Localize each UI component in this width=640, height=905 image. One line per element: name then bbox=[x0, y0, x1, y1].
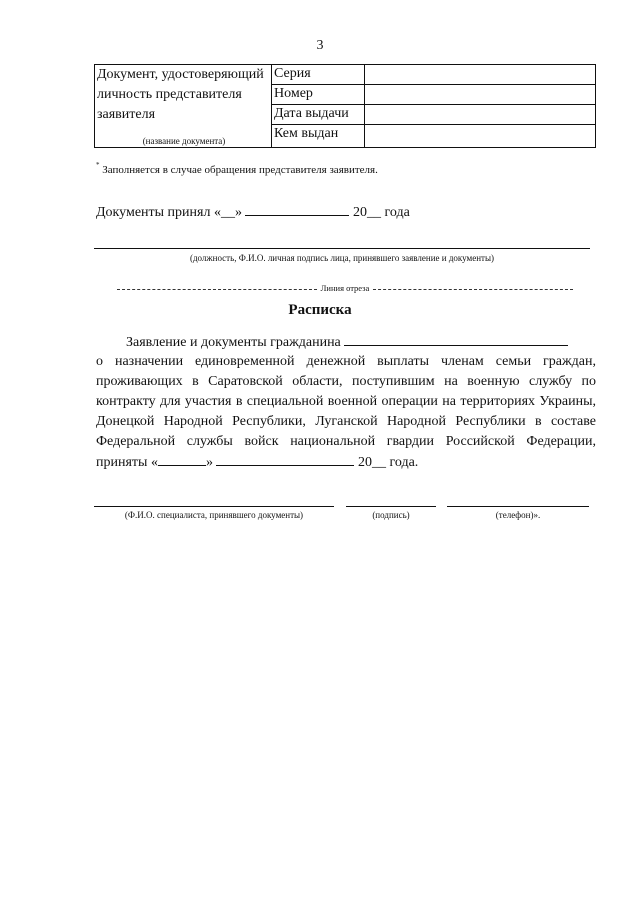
receipt-month-blank[interactable] bbox=[216, 452, 354, 466]
signature-line[interactable] bbox=[94, 248, 590, 249]
specialist-phone-line[interactable] bbox=[447, 506, 589, 507]
issued-by-label: Кем выдан bbox=[272, 125, 365, 148]
cut-dash-right bbox=[373, 289, 573, 290]
accepted-prefix: Документы принял « bbox=[96, 205, 221, 220]
cut-line bbox=[110, 283, 580, 293]
number-label: Номер bbox=[272, 85, 365, 105]
receipt-day-blank[interactable] bbox=[158, 452, 206, 466]
series-field[interactable] bbox=[365, 65, 596, 85]
receipt-body bbox=[96, 352, 596, 473]
receipt-first-line bbox=[126, 331, 568, 351]
citizen-name-blank[interactable] bbox=[344, 331, 568, 346]
receipt-mid: » bbox=[205, 455, 217, 470]
issue-date-label: Дата выдачи bbox=[272, 105, 365, 125]
documents-accepted-line bbox=[96, 201, 410, 221]
issued-by-field[interactable] bbox=[365, 125, 596, 148]
footnote-text: Заполняется в случае обращения представителя заявителя. bbox=[102, 164, 378, 176]
issue-date-field[interactable] bbox=[365, 105, 596, 125]
receipt-line1: Заявление и документы гражданина bbox=[126, 335, 341, 350]
receipt-body-text: о назначении единовременной денежной выплаты членам семьи граждан, проживающих в Саратовской области, поступившим на военную службу по контракту для участия в специальной военной операции на территориях Украины, Донецкой Народной Республики, Луганской Народной Республики в составе Федеральной службы войск национальной гвардии Российской Федерации, приняты « bbox=[96, 354, 596, 470]
receipt-year-prefix: 20 bbox=[354, 455, 372, 470]
receipt-title: Расписка bbox=[288, 302, 352, 318]
specialist-name-line[interactable] bbox=[94, 506, 334, 507]
document-label: Документ, удостоверяющий личность представителя заявителя bbox=[97, 67, 264, 122]
page-number: 3 bbox=[316, 38, 324, 53]
accepted-mid: » bbox=[234, 205, 246, 220]
cut-dash-left bbox=[117, 289, 317, 290]
series-label: Серия bbox=[272, 65, 365, 85]
footnote-marker: * bbox=[96, 161, 100, 169]
accepted-year-prefix: 20 bbox=[349, 205, 367, 220]
number-field[interactable] bbox=[365, 85, 596, 105]
document-label-cell bbox=[95, 65, 272, 148]
identity-document-table bbox=[94, 64, 596, 148]
accepted-year-suffix: __ года bbox=[366, 205, 410, 220]
specialist-signature-line[interactable] bbox=[346, 506, 436, 507]
footnote bbox=[96, 161, 378, 176]
document-caption: (название документа) bbox=[142, 136, 226, 146]
receipt-year-suffix: __ года. bbox=[371, 455, 419, 470]
accepted-month-blank[interactable] bbox=[245, 201, 349, 216]
accepted-day-blank: __ bbox=[220, 205, 235, 220]
signature-caption: (должность, Ф.И.О. личная подпись лица, принявшего заявление и документы) bbox=[189, 253, 495, 263]
cut-line-label: Линия отреза bbox=[320, 283, 370, 293]
signature-caption-bottom: (подпись) bbox=[372, 510, 410, 520]
phone-caption: (телефон)». bbox=[495, 510, 541, 520]
specialist-caption: (Ф.И.О. специалиста, принявшего документы) bbox=[124, 510, 304, 520]
